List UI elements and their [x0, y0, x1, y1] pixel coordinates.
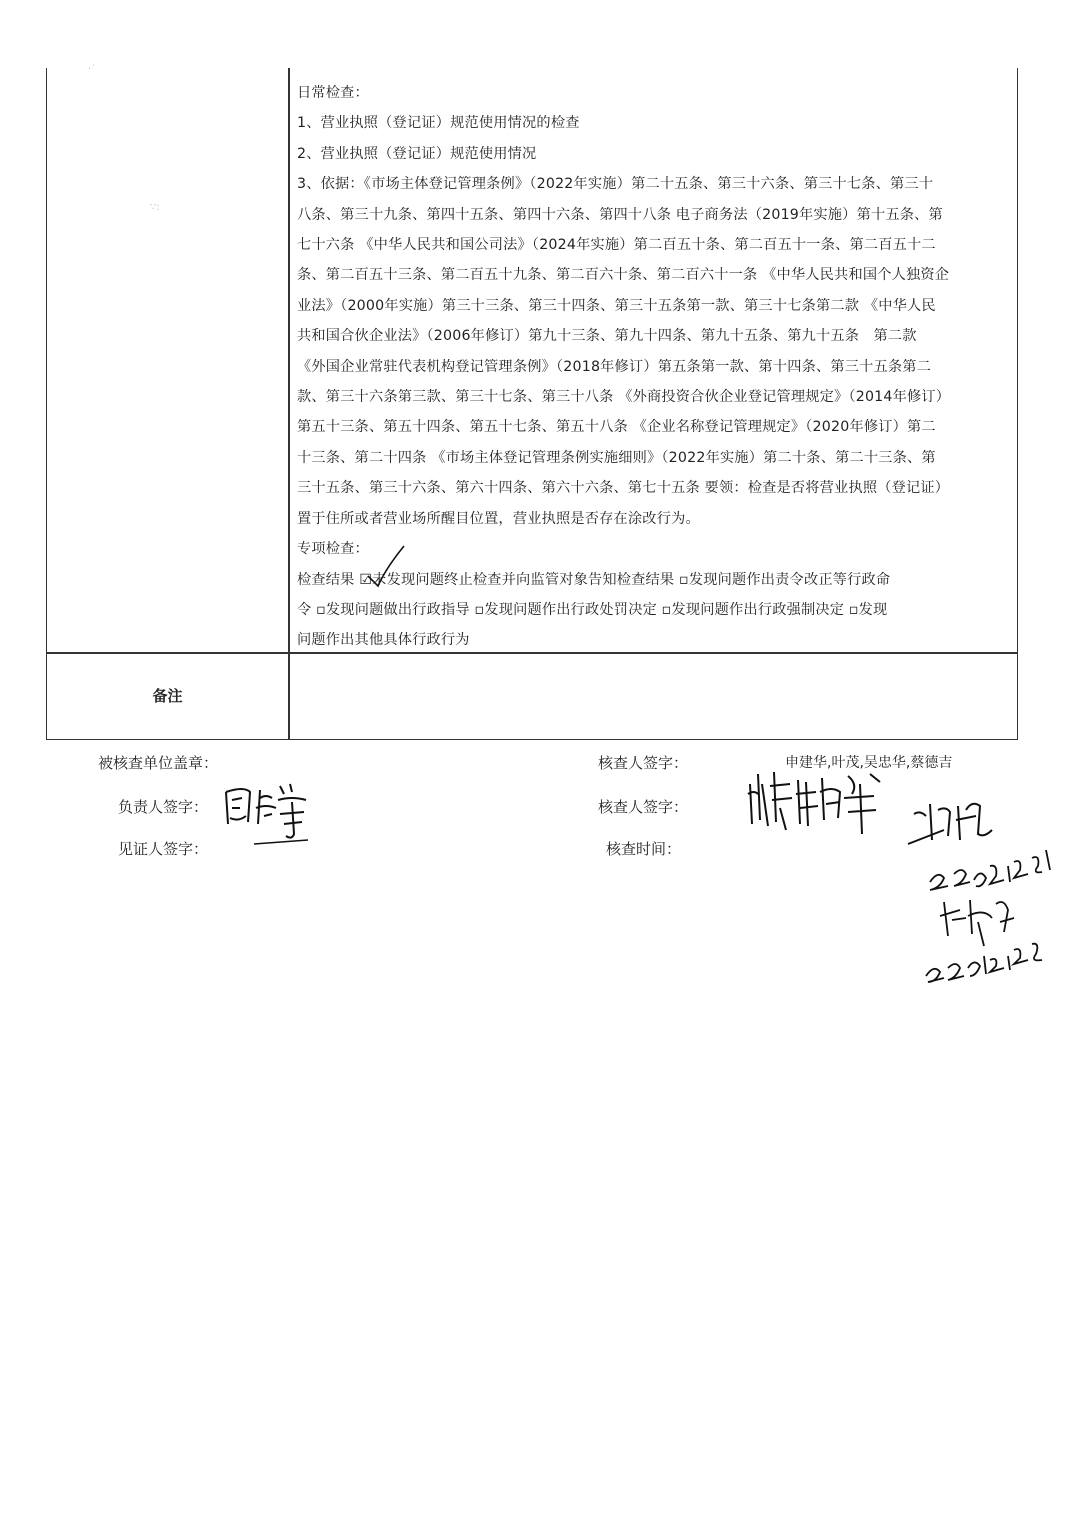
basis-line: 八条、第三十九条、第四十五条、第四十六条、第四十八条 电子商务法（2019年实施）第十五条、第: [297, 206, 943, 223]
basis-line: 款、第三十六条第三款、第三十七条、第三十八条 《外商投资合伙企业登记管理规定》（2014年修订）: [297, 389, 951, 406]
scan-noise: ∵:: [150, 202, 160, 213]
basis-line: 三十五条、第三十六条、第六十四条、第六十六条、第七十五条 要领：检查是否将营业执照（登记证）: [297, 480, 950, 497]
inspection-table: [46, 68, 1018, 740]
result-line: 检查结果 ☑未发现问题终止检查并向监管对象告知检查结果 ▫发现问题作出责令改正等行政命: [297, 571, 891, 588]
checker-label-2: 核查人签字：: [598, 798, 689, 816]
check-time-label: 核查时间：: [606, 840, 682, 858]
remark-label: 备注: [152, 686, 183, 705]
witness-label: 见证人签字：: [118, 840, 209, 858]
basis-line: 置于住所或者营业场所醒目位置，营业执照是否存在涂改行为。: [297, 510, 700, 527]
basis-line: 《外国企业常驻代表机构登记管理条例》（2018年修订）第五条第一款、第十四条、第三十五条第二: [297, 358, 932, 375]
basis-line: 业法》（2000年实施）第三十三条、第三十四条、第三十五条第一款、第三十七条第二款 《中华人民: [297, 297, 936, 314]
basis-line: 第五十三条、第五十四条、第五十七条、第五十八条 《企业名称登记管理规定》（2020年修订）第二: [297, 419, 936, 436]
result-line: 问题作出其他具体行政行为: [297, 632, 470, 649]
basis-line: 条、第二百五十三条、第二百五十九条、第二百六十条、第二百六十一条 《中华人民共和国个人独资企: [297, 267, 950, 284]
column-divider: [288, 68, 290, 739]
unit-seal-label: 被核查单位盖章：: [98, 754, 219, 772]
responsible-signature-image: [220, 778, 320, 850]
responsible-label: 负责人签字：: [118, 798, 209, 816]
basis-line: 十三条、第二十四条 《市场主体登记管理条例实施细则》（2022年实施）第二十条、第二十三条、第: [297, 449, 936, 466]
special-title: 专项检查：: [297, 541, 369, 558]
checkmark-icon: [364, 542, 408, 590]
scan-noise: ·˙: [88, 64, 97, 75]
basis-line: 七十六条 《中华人民共和国公司法》（2024年实施）第二百五十条、第二百五十一条、第二百五十二: [297, 237, 936, 254]
routine-title: 日常检查：: [297, 85, 369, 101]
inspection-item-2: 2、营业执照（登记证）规范使用情况: [297, 145, 537, 162]
basis-line: 3、依据：《市场主体登记管理条例》（2022年实施）第二十五条、第三十六条、第三十七条、第三十: [297, 176, 934, 193]
checker-signature-image: [744, 764, 894, 842]
checker-names: 申建华,叶茂,吴忠华,蔡德吉: [785, 755, 953, 771]
inspection-item-1: 1、营业执照（登记证）规范使用情况的检查: [297, 115, 580, 132]
handwritten-date-note-image: [900, 770, 1070, 990]
result-line: 令 ▫发现问题做出行政指导 ▫发现问题作出行政处罚决定 ▫发现问题作出行政强制决定 ▫发现: [297, 601, 888, 618]
checker-label-1: 核查人签字：: [598, 754, 689, 772]
basis-line: 共和国合伙企业法》（2006年修订）第九十三条、第九十四条、第九十五条、第九十五条 第二款: [297, 328, 917, 345]
